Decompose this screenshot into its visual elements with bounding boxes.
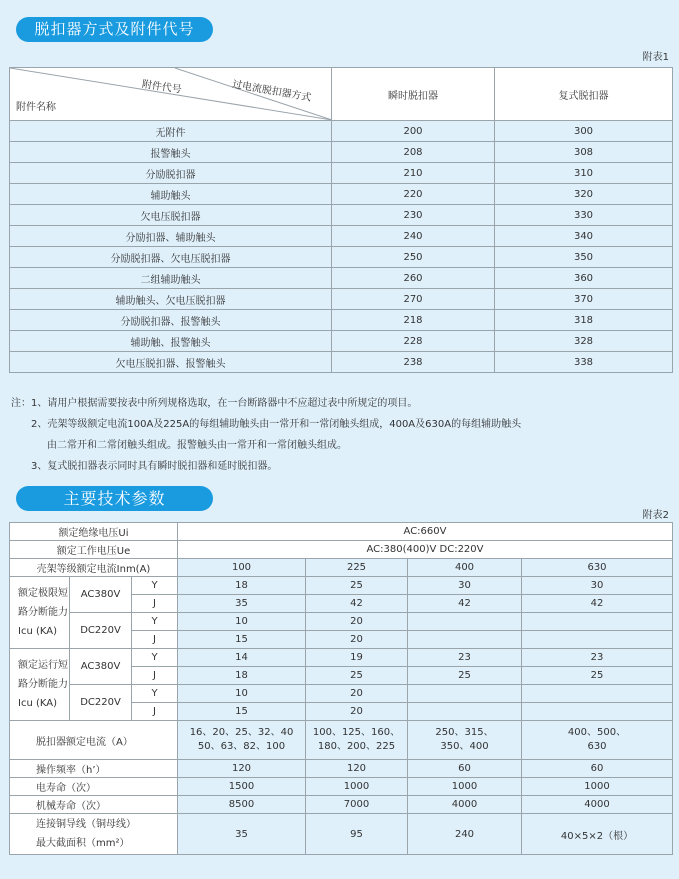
- wire-label-line: 最大截面积（mm²）: [36, 838, 130, 849]
- breaking-capacity-value: 20: [306, 631, 408, 649]
- compound-code-cell: 370: [495, 289, 673, 310]
- compound-code-cell: 350: [495, 247, 673, 268]
- working-voltage-label: 额定工作电压Ue: [10, 541, 178, 559]
- table2-label: 附表2: [642, 510, 669, 521]
- accessory-name-cell: 分励扣器、辅助触头: [10, 226, 332, 247]
- wire-label-line: 连接铜导线（铜母线）: [36, 819, 136, 830]
- breaking-capacity-value: 20: [306, 703, 408, 721]
- table-row: [10, 796, 673, 814]
- type-y-label: Y: [132, 649, 178, 667]
- table-row: [10, 523, 673, 541]
- type-j-label: J: [132, 631, 178, 649]
- breaking-capacity-value: [522, 685, 673, 703]
- table-row: [10, 331, 673, 352]
- accessory-name-cell: 辅助触头、欠电压脱扣器: [10, 289, 332, 310]
- ac-voltage-label: AC380V: [70, 577, 132, 613]
- mechanical-life-label: 机械寿命（次）: [10, 796, 178, 814]
- accessory-name-cell: 无附件: [10, 121, 332, 142]
- instant-code-cell: 240: [332, 226, 495, 247]
- breaking-capacity-value: 42: [522, 595, 673, 613]
- trip-line: 180、200、225: [317, 741, 396, 752]
- compound-code-cell: 318: [495, 310, 673, 331]
- cell: 240: [408, 814, 522, 855]
- instant-code-cell: 260: [332, 268, 495, 289]
- table-row: [10, 184, 673, 205]
- note-2-cont: 由二常开和二常闭触头组成。报警触头由一常开和一常闭触头组成。: [47, 440, 347, 451]
- corner-label-trip-mode: 过电流脱扣器方式: [231, 79, 313, 104]
- cell: 60: [522, 760, 673, 778]
- cell: 35: [178, 814, 306, 855]
- corner-label-accessory-name: 附件名称: [16, 102, 56, 113]
- cell: 4000: [522, 796, 673, 814]
- breaking-capacity-value: 25: [306, 667, 408, 685]
- frame-value: 100: [178, 559, 306, 577]
- table-row: [10, 685, 673, 703]
- note-1: 注：1、请用户根据需要按表中所列规格选取，在一台断路器中不应超过表中所规定的项目。: [11, 398, 418, 409]
- instant-code-cell: 270: [332, 289, 495, 310]
- trip-line: 400、500、: [567, 727, 627, 738]
- breaking-capacity-value: 35: [178, 595, 306, 613]
- instant-code-cell: 230: [332, 205, 495, 226]
- table-row: [10, 226, 673, 247]
- accessory-name-cell: 辅助触、报警触头: [10, 331, 332, 352]
- trip-line: 16、20、25、32、40: [189, 727, 294, 738]
- breaking-capacity-value: 25: [522, 667, 673, 685]
- breaking-capacity-value: [522, 703, 673, 721]
- table-row: [10, 352, 673, 373]
- type-y-label: Y: [132, 577, 178, 595]
- table-row: [10, 577, 673, 595]
- working-voltage-value: AC:380(400)V DC:220V: [178, 541, 673, 559]
- frame-current-label: 壳架等级额定电流Inm(A): [10, 559, 178, 577]
- corner-label-accessory-code: 附件代号: [141, 79, 183, 96]
- accessory-name-cell: 欠电压脱扣器、报警触头: [10, 352, 332, 373]
- table-row: [10, 613, 673, 631]
- operation-frequency-label: 操作频率（h’）: [10, 760, 178, 778]
- type-y-label: Y: [132, 613, 178, 631]
- breaking-capacity-value: 30: [408, 577, 522, 595]
- note-3: 3、复式脱扣器表示同时具有瞬时脱扣器和延时脱扣器。: [31, 461, 278, 472]
- trip-line: 50、63、82、100: [197, 741, 286, 752]
- cell: 40×5×2（根）: [522, 814, 673, 855]
- accessory-name-cell: 辅助触头: [10, 184, 332, 205]
- compound-code-cell: 360: [495, 268, 673, 289]
- instant-code-cell: 250: [332, 247, 495, 268]
- table-row: [10, 559, 673, 577]
- breaking-capacity-value: [522, 613, 673, 631]
- corner-header-cell: [10, 68, 332, 121]
- dc-voltage-label: DC220V: [70, 613, 132, 649]
- cell: 8500: [178, 796, 306, 814]
- table-row: [10, 247, 673, 268]
- compound-code-cell: 330: [495, 205, 673, 226]
- breaking-capacity-value: 42: [408, 595, 522, 613]
- cell: 1000: [306, 778, 408, 796]
- breaking-capacity-value: 10: [178, 613, 306, 631]
- notes: [11, 393, 521, 477]
- instant-code-cell: 200: [332, 121, 495, 142]
- table-row: [10, 541, 673, 559]
- breaking-capacity-value: 23: [408, 649, 522, 667]
- breaking-capacity-value: [408, 685, 522, 703]
- trip-line: 350、400: [440, 741, 489, 752]
- breaking-capacity-value: [408, 613, 522, 631]
- table-row: [10, 721, 673, 760]
- trip-current-value: [522, 721, 673, 760]
- cell: 1000: [408, 778, 522, 796]
- breaking-capacity-value: 18: [178, 577, 306, 595]
- cell: 120: [178, 760, 306, 778]
- table-row: [10, 649, 673, 667]
- table-row: [10, 142, 673, 163]
- cell: 1000: [522, 778, 673, 796]
- compound-code-cell: 320: [495, 184, 673, 205]
- compound-code-cell: 328: [495, 331, 673, 352]
- table-row: [10, 778, 673, 796]
- type-j-label: J: [132, 667, 178, 685]
- header-compound-trip: 复式脱扣器: [495, 68, 673, 121]
- insulation-voltage-label: 额定绝缘电压Ui: [10, 523, 178, 541]
- trip-current-label: 脱扣器额定电流（A）: [10, 721, 178, 760]
- ac-voltage-label: AC380V: [70, 649, 132, 685]
- table-row: [10, 310, 673, 331]
- breaking-capacity-value: 20: [306, 685, 408, 703]
- service-breaking-capacity-label: 额定运行短路分断能力Icu (KA): [10, 649, 70, 721]
- breaking-capacity-value: 23: [522, 649, 673, 667]
- breaking-capacity-value: 10: [178, 685, 306, 703]
- instant-code-cell: 218: [332, 310, 495, 331]
- trip-line: 100、125、160、: [312, 727, 401, 738]
- breaking-capacity-value: 30: [522, 577, 673, 595]
- type-j-label: J: [132, 595, 178, 613]
- breaking-capacity-value: 25: [408, 667, 522, 685]
- cell: 60: [408, 760, 522, 778]
- cell: 1500: [178, 778, 306, 796]
- cell: 95: [306, 814, 408, 855]
- compound-code-cell: 338: [495, 352, 673, 373]
- type-j-label: J: [132, 703, 178, 721]
- frame-value: 225: [306, 559, 408, 577]
- type-y-label: Y: [132, 685, 178, 703]
- breaking-capacity-value: 25: [306, 577, 408, 595]
- table-row: [10, 760, 673, 778]
- section2-title: 主要技术参数: [16, 486, 213, 511]
- table-row: [10, 268, 673, 289]
- trip-current-value: [408, 721, 522, 760]
- trip-mode-table: [9, 67, 673, 373]
- insulation-voltage-value: AC:660V: [178, 523, 673, 541]
- cell: 7000: [306, 796, 408, 814]
- accessory-name-cell: 分励脱扣器、报警触头: [10, 310, 332, 331]
- table-row: [10, 289, 673, 310]
- breaking-capacity-value: 42: [306, 595, 408, 613]
- ultimate-breaking-capacity-label: 额定极限短路分断能力Icu (KA): [10, 577, 70, 649]
- compound-code-cell: 340: [495, 226, 673, 247]
- accessory-name-cell: 二组辅助触头: [10, 268, 332, 289]
- table-row: [10, 814, 673, 855]
- breaking-capacity-value: [522, 631, 673, 649]
- instant-code-cell: 210: [332, 163, 495, 184]
- instant-code-cell: 238: [332, 352, 495, 373]
- tech-params-table: [9, 522, 673, 855]
- breaking-capacity-value: 14: [178, 649, 306, 667]
- instant-code-cell: 220: [332, 184, 495, 205]
- frame-value: 400: [408, 559, 522, 577]
- accessory-name-cell: 欠电压脱扣器: [10, 205, 332, 226]
- breaking-capacity-value: 20: [306, 613, 408, 631]
- table-row: [10, 163, 673, 184]
- cell: 120: [306, 760, 408, 778]
- breaking-capacity-value: [408, 703, 522, 721]
- breaking-capacity-value: [408, 631, 522, 649]
- trip-current-value: [306, 721, 408, 760]
- table-row: [10, 205, 673, 226]
- electrical-life-label: 电寿命（次）: [10, 778, 178, 796]
- breaking-capacity-value: 15: [178, 631, 306, 649]
- breaking-capacity-value: 19: [306, 649, 408, 667]
- cell: 4000: [408, 796, 522, 814]
- instant-code-cell: 208: [332, 142, 495, 163]
- dc-voltage-label: DC220V: [70, 685, 132, 721]
- trip-current-value: [178, 721, 306, 760]
- section1-title: 脱扣器方式及附件代号: [16, 17, 213, 42]
- frame-value: 630: [522, 559, 673, 577]
- breaking-capacity-value: 15: [178, 703, 306, 721]
- instant-code-cell: 228: [332, 331, 495, 352]
- table-row: [10, 121, 673, 142]
- accessory-name-cell: 分励脱扣器、欠电压脱扣器: [10, 247, 332, 268]
- trip-line: 250、315、: [435, 727, 494, 738]
- accessory-name-cell: 报警触头: [10, 142, 332, 163]
- header-instant-trip: 瞬时脱扣器: [332, 68, 495, 121]
- compound-code-cell: 310: [495, 163, 673, 184]
- note-2: 2、壳架等级额定电流100A及225A的每组辅助触头由一常开和一常闭触头组成，400A及630A的每组辅助触头: [31, 419, 522, 430]
- table1-label: 附表1: [642, 52, 669, 63]
- trip-line: 630: [587, 741, 607, 752]
- breaking-capacity-value: 18: [178, 667, 306, 685]
- compound-code-cell: 308: [495, 142, 673, 163]
- accessory-name-cell: 分励脱扣器: [10, 163, 332, 184]
- compound-code-cell: 300: [495, 121, 673, 142]
- wire-section-label: [10, 814, 178, 855]
- table-header-row: [10, 68, 673, 121]
